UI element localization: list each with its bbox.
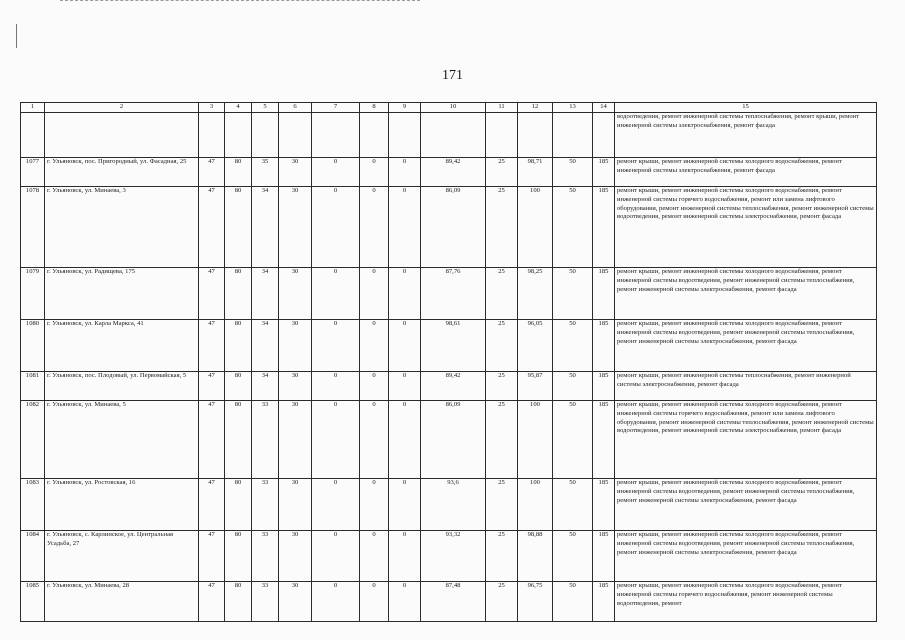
value-cell: 0 bbox=[360, 158, 389, 187]
column-header: 11 bbox=[486, 103, 518, 113]
value-cell: 25 bbox=[486, 268, 518, 320]
value-cell: 0 bbox=[360, 268, 389, 320]
column-header: 2 bbox=[45, 103, 199, 113]
value-cell bbox=[389, 113, 421, 158]
value-cell: 47 bbox=[199, 372, 225, 401]
value-cell: 80 bbox=[225, 320, 252, 372]
value-cell bbox=[593, 113, 615, 158]
value-cell: 98,88 bbox=[518, 531, 553, 582]
column-header: 3 bbox=[199, 103, 225, 113]
value-cell bbox=[553, 113, 593, 158]
value-cell: 30 bbox=[279, 372, 312, 401]
value-cell bbox=[279, 113, 312, 158]
column-header: 6 bbox=[279, 103, 312, 113]
value-cell: 30 bbox=[279, 187, 312, 268]
table-row bbox=[21, 187, 877, 268]
value-cell bbox=[252, 113, 279, 158]
address-cell: г. Ульяновск, пос. Плодовый, ул. Первомайская, 5 bbox=[45, 372, 199, 401]
value-cell: 185 bbox=[593, 187, 615, 268]
value-cell: 96,75 bbox=[518, 582, 553, 622]
address-cell: г. Ульяновск, ул. Карла Маркса, 41 bbox=[45, 320, 199, 372]
value-cell: 50 bbox=[553, 372, 593, 401]
value-cell: 0 bbox=[360, 320, 389, 372]
value-cell: 185 bbox=[593, 582, 615, 622]
value-cell: 93,32 bbox=[421, 531, 486, 582]
value-cell: 80 bbox=[225, 531, 252, 582]
value-cell: 47 bbox=[199, 268, 225, 320]
row-number bbox=[21, 113, 45, 158]
column-header: 5 bbox=[252, 103, 279, 113]
value-cell: 87,76 bbox=[421, 268, 486, 320]
row-number: 1083 bbox=[21, 479, 45, 531]
value-cell: 30 bbox=[279, 582, 312, 622]
value-cell: 47 bbox=[199, 582, 225, 622]
value-cell: 87,48 bbox=[421, 582, 486, 622]
value-cell: 96,05 bbox=[518, 320, 553, 372]
value-cell: 25 bbox=[486, 401, 518, 479]
address-cell: г. Ульяновск, ул. Минаева, 28 bbox=[45, 582, 199, 622]
value-cell: 35 bbox=[252, 158, 279, 187]
value-cell: 33 bbox=[252, 479, 279, 531]
value-cell bbox=[360, 113, 389, 158]
column-header: 8 bbox=[360, 103, 389, 113]
column-header: 15 bbox=[615, 103, 877, 113]
value-cell: 0 bbox=[360, 582, 389, 622]
value-cell: 185 bbox=[593, 320, 615, 372]
works-cell: ремонт крыши, ремонт инженерной системы холодного водоснабжения, ремонт инженерной системы электроснабжения, ремонт фасада bbox=[615, 158, 877, 187]
value-cell: 25 bbox=[486, 372, 518, 401]
table-row bbox=[21, 531, 877, 582]
value-cell: 80 bbox=[225, 158, 252, 187]
address-cell: г. Ульяновск, ул. Минаева, 3 bbox=[45, 187, 199, 268]
address-cell: г. Ульяновск, ул. Ростовская, 16 bbox=[45, 479, 199, 531]
value-cell: 185 bbox=[593, 268, 615, 320]
value-cell: 0 bbox=[389, 187, 421, 268]
value-cell: 95,87 bbox=[518, 372, 553, 401]
value-cell: 80 bbox=[225, 479, 252, 531]
address-cell bbox=[45, 113, 199, 158]
table-row bbox=[21, 113, 877, 158]
value-cell: 34 bbox=[252, 187, 279, 268]
row-number: 1079 bbox=[21, 268, 45, 320]
value-cell: 33 bbox=[252, 531, 279, 582]
value-cell: 0 bbox=[360, 479, 389, 531]
value-cell: 93,6 bbox=[421, 479, 486, 531]
value-cell: 80 bbox=[225, 187, 252, 268]
value-cell: 0 bbox=[312, 372, 360, 401]
table-row bbox=[21, 268, 877, 320]
value-cell: 0 bbox=[389, 268, 421, 320]
row-number: 1082 bbox=[21, 401, 45, 479]
value-cell: 86,09 bbox=[421, 187, 486, 268]
value-cell: 100 bbox=[518, 187, 553, 268]
works-cell: ремонт крыши, ремонт инженерной системы холодного водоснабжения, ремонт инженерной системы водоотведения, ремонт инженерной системы теплоснабжения, ремонт инженерной системы электроснабжения, ремонт фасада bbox=[615, 268, 877, 320]
value-cell bbox=[518, 113, 553, 158]
value-cell: 47 bbox=[199, 401, 225, 479]
value-cell: 34 bbox=[252, 320, 279, 372]
value-cell: 47 bbox=[199, 531, 225, 582]
repair-program-table bbox=[20, 102, 877, 622]
works-cell: ремонт крыши, ремонт инженерной системы холодного водоснабжения, ремонт инженерной системы горячего водоснабжения, ремонт или замена лифтового оборудования, ремонт инженерной системы теплоснабжения, ремонт инженерной системы водоотведения, ремонт инженерной системы электроснабжения, ремонт фасада bbox=[615, 401, 877, 479]
value-cell: 0 bbox=[389, 582, 421, 622]
value-cell: 50 bbox=[553, 320, 593, 372]
value-cell: 0 bbox=[360, 531, 389, 582]
value-cell: 33 bbox=[252, 401, 279, 479]
value-cell: 0 bbox=[360, 187, 389, 268]
value-cell: 185 bbox=[593, 372, 615, 401]
value-cell: 89,42 bbox=[421, 372, 486, 401]
address-cell: г. Ульяновск, ул. Радищева, 175 bbox=[45, 268, 199, 320]
value-cell: 50 bbox=[553, 401, 593, 479]
works-cell: ремонт крыши, ремонт инженерной системы холодного водоснабжения, ремонт инженерной системы водоотведения, ремонт инженерной системы теплоснабжения, ремонт инженерной системы электроснабжения, ремонт фасада bbox=[615, 479, 877, 531]
column-header: 14 bbox=[593, 103, 615, 113]
value-cell bbox=[312, 113, 360, 158]
works-cell: ремонт крыши, ремонт инженерной системы холодного водоснабжения, ремонт инженерной системы горячего водоснабжения, ремонт или замена лифтового оборудования, ремонт инженерной системы теплоснабжения, ремонт инженерной системы водоотведения, ремонт инженерной системы электроснабжения, ремонт фасада bbox=[615, 187, 877, 268]
value-cell: 34 bbox=[252, 372, 279, 401]
value-cell: 0 bbox=[312, 320, 360, 372]
table-row bbox=[21, 582, 877, 622]
value-cell: 50 bbox=[553, 268, 593, 320]
works-cell: ремонт крыши, ремонт инженерной системы холодного водоснабжения, ремонт инженерной системы горячего водоснабжения, ремонт инженерной системы водоотведения, ремонт bbox=[615, 582, 877, 622]
value-cell: 80 bbox=[225, 372, 252, 401]
value-cell: 30 bbox=[279, 479, 312, 531]
row-number: 1080 bbox=[21, 320, 45, 372]
value-cell: 0 bbox=[389, 401, 421, 479]
value-cell: 80 bbox=[225, 582, 252, 622]
address-cell: г. Ульяновск, с. Карлинское, ул. Центральная Усадьба, 27 bbox=[45, 531, 199, 582]
value-cell bbox=[421, 113, 486, 158]
value-cell: 185 bbox=[593, 531, 615, 582]
works-cell: ремонт крыши, ремонт инженерной системы холодного водоснабжения, ремонт инженерной системы водоотведения, ремонт инженерной системы теплоснабжения, ремонт инженерной системы электроснабжения, ремонт фасада bbox=[615, 320, 877, 372]
value-cell: 0 bbox=[312, 268, 360, 320]
table-row bbox=[21, 320, 877, 372]
column-header: 10 bbox=[421, 103, 486, 113]
table-row bbox=[21, 372, 877, 401]
value-cell: 80 bbox=[225, 268, 252, 320]
column-header: 7 bbox=[312, 103, 360, 113]
value-cell: 100 bbox=[518, 479, 553, 531]
value-cell: 47 bbox=[199, 187, 225, 268]
value-cell: 30 bbox=[279, 158, 312, 187]
row-number: 1085 bbox=[21, 582, 45, 622]
value-cell: 0 bbox=[389, 372, 421, 401]
value-cell: 185 bbox=[593, 401, 615, 479]
works-cell: водоотведения, ремонт инженерной системы теплоснабжения, ремонт крыши, ремонт инженерной системы электроснабжения, ремонт фасада bbox=[615, 113, 877, 158]
value-cell: 0 bbox=[312, 158, 360, 187]
value-cell bbox=[486, 113, 518, 158]
row-number: 1081 bbox=[21, 372, 45, 401]
value-cell: 25 bbox=[486, 582, 518, 622]
works-cell: ремонт крыши, ремонт инженерной системы теплоснабжения, ремонт инженерной системы электроснабжения, ремонт фасада bbox=[615, 372, 877, 401]
row-number: 1078 bbox=[21, 187, 45, 268]
value-cell: 89,42 bbox=[421, 158, 486, 187]
works-cell: ремонт крыши, ремонт инженерной системы холодного водоснабжения, ремонт инженерной системы водоотведения, ремонт инженерной системы теплоснабжения, ремонт инженерной системы электроснабжения, ремонт фасада bbox=[615, 531, 877, 582]
row-number: 1084 bbox=[21, 531, 45, 582]
column-header: 9 bbox=[389, 103, 421, 113]
value-cell: 30 bbox=[279, 401, 312, 479]
table-row bbox=[21, 401, 877, 479]
value-cell: 80 bbox=[225, 401, 252, 479]
scan-edge-left bbox=[16, 24, 17, 48]
value-cell: 98,61 bbox=[421, 320, 486, 372]
value-cell: 34 bbox=[252, 268, 279, 320]
row-number: 1077 bbox=[21, 158, 45, 187]
value-cell: 25 bbox=[486, 158, 518, 187]
value-cell: 30 bbox=[279, 268, 312, 320]
value-cell: 30 bbox=[279, 531, 312, 582]
value-cell: 100 bbox=[518, 401, 553, 479]
column-header: 13 bbox=[553, 103, 593, 113]
value-cell: 50 bbox=[553, 158, 593, 187]
column-header: 12 bbox=[518, 103, 553, 113]
scan-edge-top bbox=[60, 0, 420, 3]
value-cell: 0 bbox=[312, 401, 360, 479]
value-cell: 25 bbox=[486, 479, 518, 531]
value-cell: 50 bbox=[553, 479, 593, 531]
address-cell: г. Ульяновск, пос. Пригородный, ул. Фасадная, 25 bbox=[45, 158, 199, 187]
value-cell: 50 bbox=[553, 187, 593, 268]
value-cell: 50 bbox=[553, 531, 593, 582]
value-cell: 47 bbox=[199, 320, 225, 372]
value-cell: 47 bbox=[199, 479, 225, 531]
header-row bbox=[21, 103, 877, 113]
value-cell: 0 bbox=[389, 158, 421, 187]
value-cell: 185 bbox=[593, 479, 615, 531]
value-cell: 0 bbox=[360, 372, 389, 401]
value-cell: 0 bbox=[389, 479, 421, 531]
value-cell: 0 bbox=[389, 531, 421, 582]
page-number: 171 bbox=[442, 68, 463, 83]
value-cell: 98,25 bbox=[518, 268, 553, 320]
value-cell: 50 bbox=[553, 582, 593, 622]
address-cell: г. Ульяновск, ул. Минаева, 5 bbox=[45, 401, 199, 479]
value-cell: 98,71 bbox=[518, 158, 553, 187]
value-cell: 0 bbox=[312, 582, 360, 622]
value-cell bbox=[225, 113, 252, 158]
value-cell: 185 bbox=[593, 158, 615, 187]
value-cell: 47 bbox=[199, 158, 225, 187]
value-cell: 25 bbox=[486, 531, 518, 582]
column-header: 1 bbox=[21, 103, 45, 113]
value-cell: 0 bbox=[312, 187, 360, 268]
value-cell: 0 bbox=[360, 401, 389, 479]
value-cell: 0 bbox=[389, 320, 421, 372]
value-cell: 86,09 bbox=[421, 401, 486, 479]
value-cell: 30 bbox=[279, 320, 312, 372]
table-row bbox=[21, 479, 877, 531]
table-row bbox=[21, 158, 877, 187]
value-cell: 25 bbox=[486, 187, 518, 268]
value-cell: 33 bbox=[252, 582, 279, 622]
value-cell: 0 bbox=[312, 479, 360, 531]
value-cell: 0 bbox=[312, 531, 360, 582]
value-cell bbox=[199, 113, 225, 158]
column-header: 4 bbox=[225, 103, 252, 113]
value-cell: 25 bbox=[486, 320, 518, 372]
